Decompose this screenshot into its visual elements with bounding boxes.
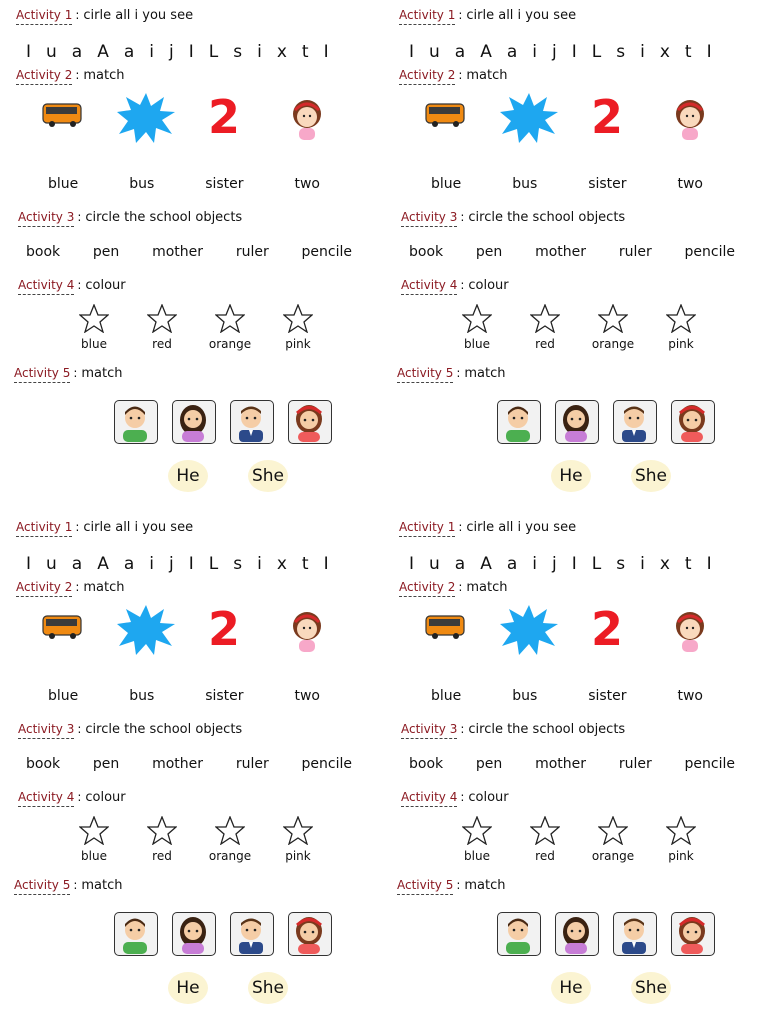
separator: : — [75, 580, 80, 594]
activity-label: Activity 1 — [399, 8, 455, 25]
number-two[interactable]: 2 — [208, 90, 241, 144]
activity-instruction: colour — [468, 278, 509, 293]
worksheet-top-left — [0, 0, 380, 512]
separator: : — [77, 790, 82, 804]
number-two[interactable]: 2 — [591, 90, 624, 144]
star-outline-icon[interactable] — [147, 816, 177, 845]
woman-face-icon[interactable] — [555, 912, 599, 956]
star-item — [74, 816, 114, 863]
star-outline-icon[interactable] — [79, 304, 109, 333]
boy-face-icon[interactable] — [497, 912, 541, 956]
man-face-icon[interactable] — [230, 400, 274, 444]
activity-instruction: match — [81, 878, 123, 893]
school-word[interactable]: ruler — [235, 756, 269, 772]
letter[interactable]: x — [276, 42, 287, 62]
girl-face-icon[interactable] — [288, 400, 332, 444]
activity-1-heading — [399, 520, 576, 537]
separator: : — [456, 366, 461, 380]
activity-3-heading — [18, 722, 242, 739]
separator: : — [460, 722, 465, 736]
letter[interactable]: I — [706, 42, 712, 62]
separator: : — [460, 790, 465, 804]
activity-instruction: match — [83, 580, 125, 595]
activity-instruction: match — [81, 366, 123, 381]
activity-instruction: match — [83, 68, 125, 83]
activity-instruction: match — [464, 878, 506, 893]
letter[interactable]: I — [323, 42, 329, 62]
school-word-row — [26, 756, 352, 772]
school-word-row — [409, 756, 735, 772]
girl-icon[interactable] — [673, 610, 707, 654]
letter[interactable]: a — [71, 554, 83, 574]
blue-splash-icon[interactable] — [116, 604, 176, 656]
woman-face-icon[interactable] — [172, 400, 216, 444]
letter[interactable]: i — [257, 554, 262, 574]
match-word[interactable]: blue — [431, 176, 462, 192]
school-word[interactable]: pen — [92, 244, 120, 260]
bus-icon[interactable] — [425, 614, 465, 640]
star-item — [210, 816, 250, 863]
pronoun-he[interactable]: He — [168, 972, 208, 1004]
match-word-row — [431, 688, 703, 704]
pronoun-she[interactable]: She — [631, 460, 671, 492]
activity-1-heading — [16, 8, 193, 25]
pronoun-he[interactable]: He — [551, 460, 591, 492]
activity-label: Activity 2 — [16, 68, 72, 85]
activity-label: Activity 4 — [401, 278, 457, 295]
letter[interactable]: j — [169, 554, 174, 574]
star-row — [457, 816, 701, 863]
letter[interactable]: i — [640, 554, 645, 574]
activity-label: Activity 1 — [399, 520, 455, 537]
school-word[interactable]: pencile — [684, 756, 735, 772]
pronoun-he[interactable]: He — [168, 460, 208, 492]
star-color-label: red — [535, 337, 555, 351]
girl-face-icon[interactable] — [671, 912, 715, 956]
letter[interactable]: I — [26, 42, 32, 62]
star-item — [457, 304, 497, 351]
school-word[interactable]: ruler — [618, 756, 652, 772]
school-word[interactable]: book — [409, 244, 444, 260]
activity-instruction: match — [464, 366, 506, 381]
activity-instruction: circle the school objects — [85, 722, 243, 737]
girl-face-icon[interactable] — [671, 400, 715, 444]
number-two[interactable]: 2 — [591, 602, 624, 656]
activity-label: Activity 4 — [401, 790, 457, 807]
activity-2-heading — [16, 580, 125, 597]
man-face-icon[interactable] — [613, 912, 657, 956]
match-word-row — [48, 176, 320, 192]
match-word[interactable]: two — [677, 176, 703, 192]
letter[interactable]: i — [532, 42, 538, 62]
star-item — [457, 816, 497, 863]
letter[interactable]: x — [659, 554, 670, 574]
letter[interactable]: j — [552, 554, 557, 574]
school-word[interactable]: pen — [475, 244, 503, 260]
school-word[interactable]: pen — [92, 756, 120, 772]
separator: : — [458, 580, 463, 594]
letter[interactable]: I — [323, 554, 329, 574]
letter[interactable]: A — [97, 42, 109, 62]
star-outline-icon[interactable] — [283, 304, 313, 333]
star-color-label: pink — [285, 849, 311, 863]
letter-row — [26, 42, 329, 62]
letter[interactable]: x — [659, 42, 670, 62]
match-word[interactable]: bus — [512, 688, 538, 704]
separator: : — [77, 722, 82, 736]
girl-icon[interactable] — [673, 98, 707, 142]
pronoun-row — [168, 460, 288, 492]
school-word[interactable]: mother — [152, 756, 204, 772]
woman-face-icon[interactable] — [555, 400, 599, 444]
activity-2-heading — [399, 68, 508, 85]
man-face-icon[interactable] — [230, 912, 274, 956]
pronoun-she[interactable]: She — [248, 460, 288, 492]
star-item — [74, 304, 114, 351]
activity-label: Activity 5 — [397, 366, 453, 383]
activity-label: Activity 2 — [399, 580, 455, 597]
star-item — [278, 304, 318, 351]
star-color-label: pink — [668, 337, 694, 351]
match-word[interactable]: blue — [431, 688, 462, 704]
star-outline-icon[interactable] — [598, 304, 628, 333]
activity-instruction: colour — [85, 278, 126, 293]
match-word[interactable]: two — [294, 688, 320, 704]
separator: : — [77, 278, 82, 292]
letter[interactable]: i — [640, 42, 645, 62]
school-word[interactable]: book — [26, 756, 61, 772]
star-color-label: red — [152, 849, 172, 863]
star-item — [278, 816, 318, 863]
star-item — [525, 304, 565, 351]
separator: : — [73, 366, 78, 380]
letter[interactable]: a — [123, 554, 135, 574]
letter[interactable]: a — [71, 42, 83, 62]
star-color-label: blue — [464, 849, 490, 863]
letter[interactable]: I — [706, 554, 712, 574]
letter[interactable]: t — [684, 554, 692, 574]
activity-4-heading — [401, 790, 509, 807]
star-row — [457, 304, 701, 351]
star-item — [142, 816, 182, 863]
letter[interactable]: I — [188, 42, 194, 62]
letter[interactable]: x — [276, 554, 287, 574]
worksheet-top-right — [383, 0, 763, 512]
separator: : — [460, 278, 465, 292]
school-word[interactable]: book — [26, 244, 61, 260]
star-outline-icon[interactable] — [598, 816, 628, 845]
school-word[interactable]: mother — [535, 244, 587, 260]
school-word[interactable]: mother — [535, 756, 587, 772]
woman-face-icon[interactable] — [172, 912, 216, 956]
school-word-row — [26, 244, 352, 260]
activity-instruction: circle the school objects — [468, 210, 626, 225]
star-color-label: orange — [208, 849, 252, 863]
letter[interactable]: I — [409, 42, 415, 62]
letter[interactable]: I — [571, 42, 577, 62]
letter[interactable]: s — [616, 554, 626, 574]
activity-2-heading — [16, 68, 125, 85]
activity-3-heading — [401, 210, 625, 227]
activity-instruction: circle the school objects — [85, 210, 243, 225]
letter[interactable]: L — [208, 554, 219, 574]
boy-face-icon[interactable] — [114, 912, 158, 956]
separator: : — [75, 8, 80, 22]
letter[interactable]: s — [616, 42, 626, 62]
letter[interactable]: j — [169, 42, 174, 62]
letter[interactable]: A — [480, 554, 492, 574]
school-word[interactable]: ruler — [235, 244, 269, 260]
star-color-label: pink — [668, 849, 694, 863]
match-word[interactable]: two — [677, 688, 703, 704]
activity-label: Activity 1 — [16, 520, 72, 537]
star-color-label: orange — [591, 337, 635, 351]
letter[interactable]: i — [149, 554, 155, 574]
activity-3-heading — [18, 210, 242, 227]
match-word[interactable]: bus — [512, 176, 538, 192]
activity-label: Activity 3 — [18, 210, 74, 227]
letter[interactable]: s — [233, 554, 243, 574]
star-color-label: blue — [464, 337, 490, 351]
activity-label: Activity 1 — [16, 8, 72, 25]
girl-icon[interactable] — [290, 610, 324, 654]
star-outline-icon[interactable] — [147, 304, 177, 333]
activity-label: Activity 3 — [18, 722, 74, 739]
star-item — [593, 304, 633, 351]
match-word-row — [431, 176, 703, 192]
letter[interactable]: a — [506, 42, 518, 62]
match-word[interactable]: sister — [588, 176, 627, 192]
match-word[interactable]: bus — [129, 176, 155, 192]
letter-row — [409, 554, 712, 574]
school-word-row — [409, 244, 735, 260]
blue-splash-icon[interactable] — [499, 604, 559, 656]
letter[interactable]: a — [454, 554, 466, 574]
letter[interactable]: L — [591, 42, 602, 62]
letter[interactable]: a — [454, 42, 466, 62]
star-row — [74, 304, 318, 351]
face-row — [114, 912, 332, 956]
match-word[interactable]: sister — [588, 688, 627, 704]
letter[interactable]: u — [46, 42, 57, 62]
separator: : — [458, 68, 463, 82]
letter[interactable]: L — [591, 554, 602, 574]
face-row — [497, 912, 715, 956]
letter[interactable]: A — [480, 42, 492, 62]
letter[interactable]: u — [46, 554, 57, 574]
match-word[interactable]: two — [294, 176, 320, 192]
star-color-label: blue — [81, 849, 107, 863]
star-color-label: orange — [591, 849, 635, 863]
activity-5-heading — [397, 366, 506, 383]
star-color-label: orange — [208, 337, 252, 351]
letter[interactable]: u — [429, 554, 440, 574]
letter-row — [409, 42, 712, 62]
star-outline-icon[interactable] — [530, 816, 560, 845]
letter[interactable]: s — [233, 42, 243, 62]
star-outline-icon[interactable] — [215, 816, 245, 845]
letter[interactable]: a — [123, 42, 135, 62]
star-outline-icon[interactable] — [462, 816, 492, 845]
match-word[interactable]: blue — [48, 176, 79, 192]
activity-instruction: cirle all i you see — [83, 520, 194, 535]
activity-1-heading — [16, 520, 193, 537]
activity-5-heading — [14, 878, 123, 895]
pronoun-row — [168, 972, 288, 1004]
star-outline-icon[interactable] — [283, 816, 313, 845]
boy-face-icon[interactable] — [497, 400, 541, 444]
activity-instruction: cirle all i you see — [83, 8, 194, 23]
activity-label: Activity 4 — [18, 278, 74, 295]
face-row — [114, 400, 332, 444]
separator: : — [75, 68, 80, 82]
letter[interactable]: I — [188, 554, 194, 574]
letter[interactable]: I — [571, 554, 577, 574]
bus-icon[interactable] — [42, 102, 82, 128]
star-row — [74, 816, 318, 863]
separator: : — [77, 210, 82, 224]
activity-label: Activity 2 — [16, 580, 72, 597]
activity-instruction: match — [466, 580, 508, 595]
activity-4-heading — [18, 278, 126, 295]
separator: : — [460, 210, 465, 224]
school-word[interactable]: book — [409, 756, 444, 772]
letter[interactable]: t — [684, 42, 692, 62]
match-word[interactable]: blue — [48, 688, 79, 704]
letter-row — [26, 554, 329, 574]
star-color-label: blue — [81, 337, 107, 351]
school-word[interactable]: pencile — [301, 244, 352, 260]
activity-1-heading — [399, 8, 576, 25]
man-face-icon[interactable] — [613, 400, 657, 444]
school-word[interactable]: pencile — [301, 756, 352, 772]
girl-icon[interactable] — [290, 98, 324, 142]
letter[interactable]: I — [26, 554, 32, 574]
school-word[interactable]: pen — [475, 756, 503, 772]
pronoun-she[interactable]: She — [631, 972, 671, 1004]
star-item — [210, 304, 250, 351]
pronoun-row — [551, 460, 671, 492]
activity-instruction: cirle all i you see — [466, 8, 577, 23]
separator: : — [458, 8, 463, 22]
star-outline-icon[interactable] — [462, 304, 492, 333]
star-item — [661, 304, 701, 351]
activity-label: Activity 3 — [401, 210, 457, 227]
separator: : — [75, 520, 80, 534]
activity-instruction: cirle all i you see — [466, 520, 577, 535]
letter[interactable]: j — [552, 42, 557, 62]
match-word[interactable]: bus — [129, 688, 155, 704]
letter[interactable]: i — [532, 554, 538, 574]
letter[interactable]: u — [429, 42, 440, 62]
girl-face-icon[interactable] — [288, 912, 332, 956]
activity-label: Activity 4 — [18, 790, 74, 807]
boy-face-icon[interactable] — [114, 400, 158, 444]
match-word[interactable]: sister — [205, 688, 244, 704]
activity-5-heading — [397, 878, 506, 895]
activity-instruction: circle the school objects — [468, 722, 626, 737]
bus-icon[interactable] — [42, 614, 82, 640]
school-word[interactable]: pencile — [684, 244, 735, 260]
star-outline-icon[interactable] — [530, 304, 560, 333]
star-outline-icon[interactable] — [666, 816, 696, 845]
activity-4-heading — [401, 278, 509, 295]
activity-instruction: colour — [468, 790, 509, 805]
letter[interactable]: a — [506, 554, 518, 574]
activity-label: Activity 3 — [401, 722, 457, 739]
pronoun-she[interactable]: She — [248, 972, 288, 1004]
star-item — [142, 304, 182, 351]
activity-4-heading — [18, 790, 126, 807]
number-two[interactable]: 2 — [208, 602, 241, 656]
star-color-label: red — [535, 849, 555, 863]
school-word[interactable]: ruler — [618, 244, 652, 260]
activity-label: Activity 5 — [397, 878, 453, 895]
match-word[interactable]: sister — [205, 176, 244, 192]
pronoun-row — [551, 972, 671, 1004]
activity-instruction: colour — [85, 790, 126, 805]
bus-icon[interactable] — [425, 102, 465, 128]
pronoun-he[interactable]: He — [551, 972, 591, 1004]
letter[interactable]: i — [257, 42, 262, 62]
activity-label: Activity 5 — [14, 878, 70, 895]
letter[interactable]: t — [301, 42, 309, 62]
star-outline-icon[interactable] — [666, 304, 696, 333]
worksheet-bottom-left — [0, 512, 380, 1024]
activity-5-heading — [14, 366, 123, 383]
activity-label: Activity 2 — [399, 68, 455, 85]
match-word-row — [48, 688, 320, 704]
star-color-label: red — [152, 337, 172, 351]
star-color-label: pink — [285, 337, 311, 351]
worksheet-bottom-right — [383, 512, 763, 1024]
star-item — [661, 816, 701, 863]
star-item — [593, 816, 633, 863]
activity-label: Activity 5 — [14, 366, 70, 383]
letter[interactable]: L — [208, 42, 219, 62]
letter[interactable]: i — [149, 42, 155, 62]
activity-instruction: match — [466, 68, 508, 83]
blue-splash-icon[interactable] — [499, 92, 559, 144]
star-outline-icon[interactable] — [215, 304, 245, 333]
activity-3-heading — [401, 722, 625, 739]
school-word[interactable]: mother — [152, 244, 204, 260]
separator: : — [73, 878, 78, 892]
face-row — [497, 400, 715, 444]
star-outline-icon[interactable] — [79, 816, 109, 845]
separator: : — [458, 520, 463, 534]
letter[interactable]: I — [409, 554, 415, 574]
activity-2-heading — [399, 580, 508, 597]
star-item — [525, 816, 565, 863]
letter[interactable]: t — [301, 554, 309, 574]
blue-splash-icon[interactable] — [116, 92, 176, 144]
letter[interactable]: A — [97, 554, 109, 574]
separator: : — [456, 878, 461, 892]
